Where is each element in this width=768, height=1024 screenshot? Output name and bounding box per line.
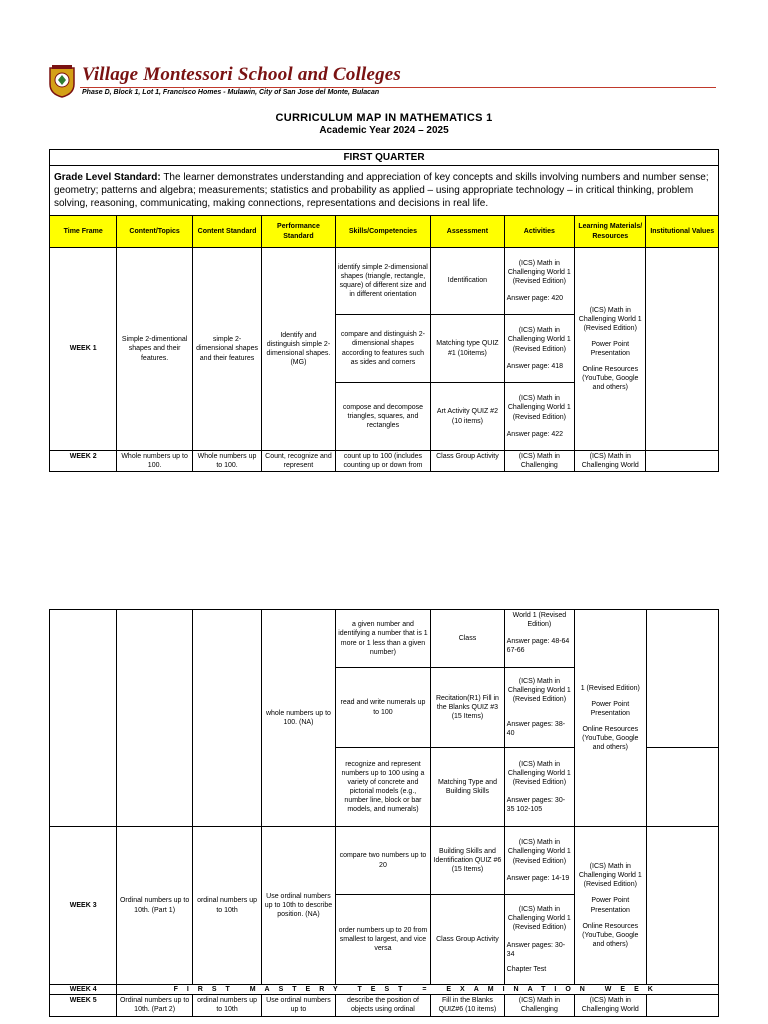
- skill-cell: describe the position of objects using ordinal: [335, 995, 431, 1017]
- content-topic: [117, 610, 192, 827]
- resource-online: Online Resources (YouTube, Google and others): [582, 366, 639, 392]
- resources-cell: [575, 248, 646, 451]
- col-assessment: Assessment: [431, 216, 504, 248]
- resources-cell: [575, 610, 646, 827]
- col-resources: Learning Materials/ Resources: [575, 216, 646, 248]
- week-label: WEEK 3: [50, 827, 117, 985]
- skill-cell: count up to 100 (includes counting up or down from: [335, 451, 431, 472]
- activity-cell: (ICS) Math in Challenging: [504, 451, 574, 472]
- skill-cell: compare and distinguish 2-dimensional shapes according to features such as sides and corners: [335, 315, 431, 383]
- activity-cell: (ICS) Math in Challenging: [504, 995, 574, 1017]
- assessment-cell: Recitation(R1) Fill in the Blanks QUIZ #3 (15 Items): [431, 668, 504, 748]
- activity-cell: [504, 895, 574, 985]
- activity-cell: [504, 610, 574, 668]
- week-label: WEEK 2: [50, 451, 117, 472]
- content-standard: simple 2-dimensional shapes and their features: [192, 248, 261, 451]
- assessment-cell: Building Skills and Identification QUIZ #6 (15 Items): [431, 827, 504, 895]
- answer-page: Answer pages: 30-35 102-105: [506, 796, 566, 813]
- assessment-cell: Fill in the Blanks QUIZ#6 (10 items): [431, 995, 504, 1017]
- week-label: WEEK 4: [50, 985, 117, 995]
- col-skills: Skills/Competencies: [335, 216, 431, 248]
- grade-level-standard: [50, 166, 719, 216]
- resource-book: (ICS) Math in Challenging World 1 (Revised Edition): [578, 306, 642, 332]
- content-topic: Whole numbers up to 100.: [117, 451, 192, 472]
- assessment-cell: Matching Type and Building Skills: [431, 748, 504, 827]
- values-cell: [646, 451, 719, 472]
- content-topic: Ordinal numbers up to 10th. (Part 1): [117, 827, 192, 985]
- assessment-cell: Matching type QUIZ #1 (10items): [431, 315, 504, 383]
- skill-cell: compare two numbers up to 20: [335, 827, 431, 895]
- skill-cell: order numbers up to 20 from smallest to largest, and vice versa: [335, 895, 431, 985]
- col-activities: Activities: [504, 216, 574, 248]
- skill-cell: compose and decompose triangles, squares, and rectangles: [335, 383, 431, 451]
- answer-page: Answer page: 418: [506, 362, 564, 370]
- activity-text: (ICS) Math in Challenging World 1 (Revised Edition): [507, 839, 571, 865]
- resource-online: Online Resources (YouTube, Google and others): [582, 922, 639, 948]
- resource-ppt: Power Point Presentation: [590, 897, 630, 914]
- resource-book: 1 (Revised Edition): [580, 684, 640, 692]
- activity-text: (ICS) Math in Challenging World 1 (Revised Edition): [507, 677, 571, 703]
- activity-cell: [504, 668, 574, 748]
- activity-text: (ICS) Math in Challenging World 1 (Revised Edition): [507, 395, 571, 421]
- answer-page: Answer page: 14-19: [506, 874, 570, 882]
- values-cell: [646, 827, 719, 985]
- activity-cell: [504, 383, 574, 451]
- assessment-cell: Class: [431, 610, 504, 668]
- skill-cell: identify simple 2-dimensional shapes (triangle, rectangle, square) of different size and in different orientation: [335, 248, 431, 315]
- assessment-cell: Class Group Activity: [431, 451, 504, 472]
- answer-page: Answer page: 420: [506, 295, 564, 303]
- activity-text: World 1 (Revised Edition): [512, 612, 567, 629]
- academic-year: Academic Year 2024 – 2025: [319, 125, 449, 136]
- col-performance-standard: Performance Standard: [262, 216, 335, 248]
- document-title: CURRICULUM MAP IN MATHEMATICS 1: [275, 112, 493, 124]
- assessment-cell: Identification: [431, 248, 504, 315]
- resource-online: Online Resources (YouTube, Google and others): [582, 726, 639, 752]
- assessment-cell: Class Group Activity: [431, 895, 504, 985]
- activity-cell: [504, 827, 574, 895]
- content-standard: Whole numbers up to 100.: [192, 451, 261, 472]
- resources-cell: (ICS) Math in Challenging World: [575, 995, 646, 1017]
- exam-week-banner: FIRST MASTERY TEST = EXAMINATION WEEK: [117, 985, 719, 995]
- skill-cell: a given number and identifying a number that is 1 more or 1 less than a given number): [335, 610, 431, 668]
- col-time-frame: Time Frame: [50, 216, 117, 248]
- header-divider: [80, 87, 716, 88]
- performance-standard: whole numbers up to 100. (NA): [262, 610, 335, 827]
- answer-page: Answer page: 48-64 67-66: [506, 638, 570, 655]
- curriculum-table-page-1: [49, 149, 719, 472]
- school-name: Village Montessori School and Colleges: [82, 64, 402, 85]
- col-content-standard: Content Standard: [192, 216, 261, 248]
- week-label: WEEK 5: [50, 995, 117, 1017]
- values-cell: [646, 748, 719, 827]
- performance-standard: Use ordinal numbers up to 10th to describe position. (NA): [262, 827, 335, 985]
- assessment-cell: Art Activity QUIZ #2 (10 items): [431, 383, 504, 451]
- activity-text: (ICS) Math in Challenging World 1 (Revised Edition): [507, 327, 571, 353]
- activity-text: (ICS) Math in Challenging World 1 (Revised Edition): [507, 906, 571, 932]
- skill-cell: recognize and represent numbers up to 100 using a variety of concrete and pictorial models (e.g., number line, block or bar models, and numerals): [335, 748, 431, 827]
- resources-cell: [575, 827, 646, 985]
- activity-cell: [504, 748, 574, 827]
- answer-page: Answer pages: 38-40: [506, 721, 566, 738]
- content-standard: [192, 610, 261, 827]
- grade-level-standard-label: Grade Level Standard:: [54, 172, 161, 183]
- curriculum-table-page-2: [49, 609, 719, 1017]
- values-cell: [646, 610, 719, 748]
- col-values: Institutional Values: [646, 216, 719, 248]
- activity-cell: [504, 248, 574, 315]
- answer-page: Answer pages: 30-34: [506, 941, 566, 958]
- school-address: Phase D, Block 1, Lot 1, Francisco Homes - Mulawin, City of San Jose del Monte, Bulacan: [82, 89, 380, 96]
- content-standard: ordinal numbers up to 10th: [192, 995, 261, 1017]
- performance-standard: Identify and distinguish simple 2-dimensional shapes. (MG): [262, 248, 335, 451]
- content-standard: ordinal numbers up to 10th: [192, 827, 261, 985]
- values-cell: [646, 248, 719, 451]
- resource-ppt: Power Point Presentation: [590, 340, 630, 357]
- school-seal-icon: [48, 64, 76, 98]
- grade-level-standard-text: The learner demonstrates understanding and appreciation of key concepts and skills involving numbers and number sense; geometry; patterns and algebra; measurements; statistics and probability as applied – using appropriate technology – in critical thinking, problem solving, reasoning, communicating, making connections, representations and decisions in real life.: [54, 172, 709, 209]
- resource-ppt: Power Point Presentation: [590, 700, 630, 717]
- resources-cell: (ICS) Math in Challenging World: [575, 451, 646, 472]
- week-label: WEEK 1: [50, 248, 117, 451]
- quarter-title: FIRST QUARTER: [50, 150, 719, 166]
- content-topic: Ordinal numbers up to 10th. (Part 2): [117, 995, 192, 1017]
- values-cell: [646, 995, 719, 1017]
- week-label: [50, 610, 117, 827]
- performance-standard: Count, recognize and represent: [262, 451, 335, 472]
- answer-page: Answer page: 422: [506, 430, 564, 438]
- skill-cell: read and write numerals up to 100: [335, 668, 431, 748]
- col-content-topics: Content/Topics: [117, 216, 192, 248]
- activity-text: (ICS) Math in Challenging World 1 (Revised Edition): [507, 761, 571, 787]
- content-topic: Simple 2-dimentional shapes and their features.: [117, 248, 192, 451]
- chapter-test: Chapter Test: [506, 965, 547, 973]
- activity-text: (ICS) Math in Challenging World 1 (Revised Edition): [507, 259, 571, 285]
- resource-book: (ICS) Math in Challenging World 1 (Revised Edition): [578, 863, 642, 889]
- performance-standard: Use ordinal numbers up to: [262, 995, 335, 1017]
- activity-cell: [504, 315, 574, 383]
